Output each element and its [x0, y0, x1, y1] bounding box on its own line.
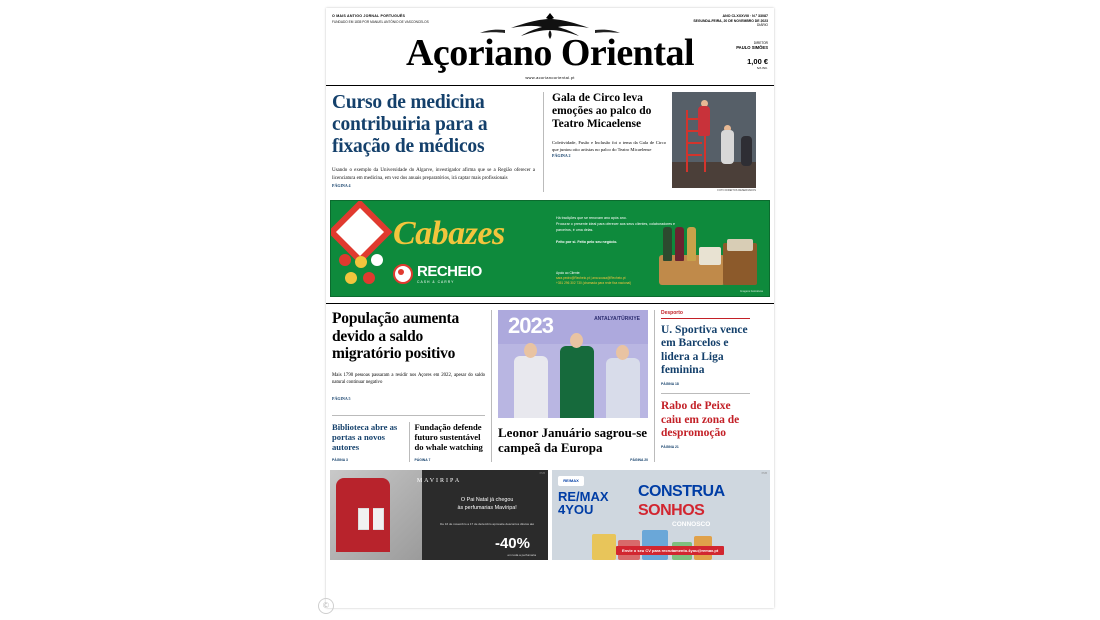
second-story-photo-wrap — [672, 92, 756, 192]
circus-performer-body — [741, 136, 752, 166]
ad-remax-4you[interactable] — [552, 470, 770, 560]
mid-story-page-ref: PÁGINA 5 — [332, 395, 351, 401]
recheio-brand-tag: CASH & CARRY — [417, 280, 455, 284]
mid-story-headline: População aumenta devido a saldo migratório positivo — [332, 310, 460, 363]
maviripa-headline-line1: O Pai Natal já chegou — [460, 497, 514, 504]
masthead-tagline-line1: O MAIS ANTIGO JORNAL PORTUGUÊS — [332, 14, 406, 18]
second-story-photo-credit: FOTO DIREITOS RESERVADOS — [717, 189, 756, 192]
mini-story-headline: Fundação defende futuro sustentável do whale watching — [414, 421, 483, 453]
sports-section-label: Desporto — [661, 310, 750, 319]
masthead-title-wrap — [326, 34, 774, 80]
masthead-website: www.acorianooriental.pt — [525, 75, 575, 80]
toy-block — [642, 530, 668, 560]
mid-story[interactable] — [332, 310, 492, 462]
remax-cta[interactable]: Envie o seu CV para recrutamento.4you@remax.pt — [616, 546, 724, 555]
remax-headline3: CONNOSCO — [672, 521, 711, 529]
remax-brand-line2: 4YOU — [558, 502, 594, 518]
bauble-icon — [339, 254, 351, 266]
sports-column — [654, 310, 750, 462]
sports-divider — [661, 393, 750, 394]
circus-performer-body — [721, 130, 734, 164]
circus-photo-rung — [686, 154, 702, 156]
gift-icon — [358, 508, 384, 530]
top-news-block — [326, 86, 774, 192]
center-story-headline: Leonor Januário sagrou-se campeã da Europa — [498, 425, 648, 456]
toy-block — [592, 534, 616, 560]
hamper-box — [727, 239, 753, 251]
remax-headline2: SONHOS — [638, 502, 705, 520]
lead-story-headline: Curso de medicina contribuiria para a fixação de médicos — [332, 92, 488, 157]
recheio-brand: RECHEIO — [417, 263, 482, 280]
recheio-logo — [393, 263, 482, 284]
sports-story1-page-ref: PÁGINA 18 — [661, 382, 679, 387]
circus-photo — [672, 92, 756, 188]
ad-recheio-cabazes[interactable] — [330, 200, 770, 297]
masthead — [326, 8, 774, 86]
page-corner-mark: © — [318, 598, 334, 614]
sports-story1-headline[interactable]: U. Sportiva vence em Barcelos e lidera a Liga feminina — [661, 324, 748, 376]
maviripa-headline — [430, 496, 544, 512]
ad-recheio-copy-line3: Feito por si. Feito pelo seu negócio. — [556, 240, 618, 245]
remax-brand-line1: RE/MAX — [558, 489, 609, 505]
athlete-figure — [606, 358, 640, 418]
sports-story2-page-ref: PÁGINA 21 — [661, 445, 679, 450]
masthead-tagline — [332, 14, 432, 24]
masthead-year-issue: ANO CLXXXVIII · N.º 33087 — [722, 14, 768, 18]
masthead-director-name: PAULO SIMÕES — [736, 45, 768, 51]
athlete-head — [616, 345, 629, 360]
maviripa-discount: -40% — [494, 535, 530, 553]
athlete-figure — [560, 346, 594, 418]
mini-stories-row — [332, 415, 485, 462]
remax-badge: RE/MAX — [558, 476, 584, 486]
mini-story-biblioteca[interactable] — [332, 422, 409, 462]
mid-news-block — [326, 303, 774, 462]
remax-toys-illustration — [592, 526, 712, 560]
bottom-ads-row — [330, 470, 770, 560]
bauble-icon — [363, 272, 375, 284]
ad-recheio-copy-line2: Procurar o presente ideal para oferecer aos seus clientes, colaboradores e parceiros, é uma delas. — [556, 222, 676, 233]
hamper-illustration — [653, 215, 761, 285]
masthead-periodicity: DIÁRIO — [757, 23, 768, 28]
athlete-head — [524, 343, 537, 358]
bauble-icon — [345, 272, 357, 284]
ad-label: PUB — [761, 472, 767, 476]
ad-label: PUB — [539, 472, 545, 476]
second-story[interactable] — [544, 92, 766, 192]
hamper-box — [699, 247, 721, 265]
podium-photo-location: ANTALYA/TÜRKIYE — [594, 316, 640, 322]
ad-recheio-contact-phone: +351 296 302 730 (chamada para rede fixa nacional) — [556, 280, 632, 285]
masthead-price-note: IVA INC. — [756, 65, 768, 70]
circus-photo-rung — [686, 142, 702, 144]
mini-story-page-ref: PÁGINA 7 — [414, 458, 431, 463]
athlete-figure — [514, 356, 548, 418]
maviripa-headline-line2: às perfumarias Mavíripa! — [457, 505, 517, 512]
mini-story-page-ref: PÁGINA 3 — [332, 458, 348, 463]
circus-performer-body — [698, 106, 710, 136]
second-story-body: Coletividade, Fusão e Inclusão foi o tema da Gala de Circo que juntou oito artistas no palco do Teatro Micaelense — [552, 139, 666, 152]
remax-headline1: CONSTRUA — [638, 483, 725, 501]
masthead-date: SEGUNDA-FEIRA, 20 DE NOVEMBRO DE 2023 — [693, 18, 768, 23]
masthead-director-label: DIRETOR — [753, 41, 768, 46]
center-story-page-ref: PÁGINA 20 — [630, 458, 648, 463]
second-story-page-ref: PÁGINA 2 — [552, 153, 571, 159]
mid-story-body: Mais 1790 pessoas passaram a residir nos Açores em 2022, apesar do saldo natural continuar negativo — [332, 372, 485, 386]
bauble-icon — [355, 256, 367, 268]
center-story[interactable] — [492, 310, 654, 462]
hamper-bottle — [675, 227, 684, 261]
sports-story2-headline[interactable]: Rabo de Peixe caiu em zona de despromoção — [661, 400, 740, 439]
maviripa-brand: MAVIRIPA — [416, 478, 462, 485]
maviripa-photo — [330, 470, 422, 560]
second-story-headline: Gala de Circo leva emoções ao palco do Teatro Micaelense — [552, 92, 652, 131]
newspaper-front-page — [326, 8, 774, 608]
athlete-head — [570, 333, 583, 348]
mini-story-fundacao[interactable] — [409, 422, 486, 462]
ad-recheio-contact-email[interactable]: sara.pedro@Recheio.pt | ana.sousa@Recheio.pt — [556, 275, 626, 280]
second-story-text — [552, 92, 672, 192]
ad-recheio-contact-label: Apoio ao Cliente: — [556, 270, 581, 275]
masthead-price: 1,00 € — [747, 56, 768, 66]
ad-recheio-copy-line1: Há tradições que se renovam ano após ano. — [556, 216, 627, 220]
podium-photo-year: 2023 — [508, 313, 553, 338]
bauble-icon — [371, 254, 383, 266]
podium-photo — [498, 310, 648, 418]
ad-recheio-title: Cabazes — [393, 215, 505, 252]
masthead-tagline-line2: FUNDADO EM 1835 POR MANUEL ANTÓNIO DE VASCONCELOS — [332, 20, 429, 25]
hamper-bottle — [687, 227, 696, 261]
ad-maviripa[interactable] — [330, 470, 548, 560]
lead-story-page-ref: PÁGINA 4 — [332, 182, 351, 188]
mini-story-headline: Biblioteca abre as portas a novos autores — [332, 421, 398, 453]
lead-story[interactable] — [332, 92, 544, 192]
maviripa-small-print: De 16 de novembro a 17 de dezembro aproveite descontos diretos até — [440, 522, 535, 527]
ad-recheio-image-note: Imagens ilustrativas — [740, 290, 763, 293]
baubles-decoration — [339, 254, 385, 288]
maviripa-discount-note: em toda a perfumaria — [507, 553, 536, 558]
lead-story-body: Usando o exemplo da Universidade do Algarve, investigador afirma que se a Região oferecer a licenciatura em medicina, em vez dos anuais preparatórios, irá captar mais profissionais — [332, 168, 535, 182]
remax-brand — [558, 490, 609, 517]
recheio-mark-icon — [393, 264, 413, 284]
hamper-bottle — [663, 227, 672, 261]
page-title: Açoriano Oriental — [405, 32, 695, 74]
